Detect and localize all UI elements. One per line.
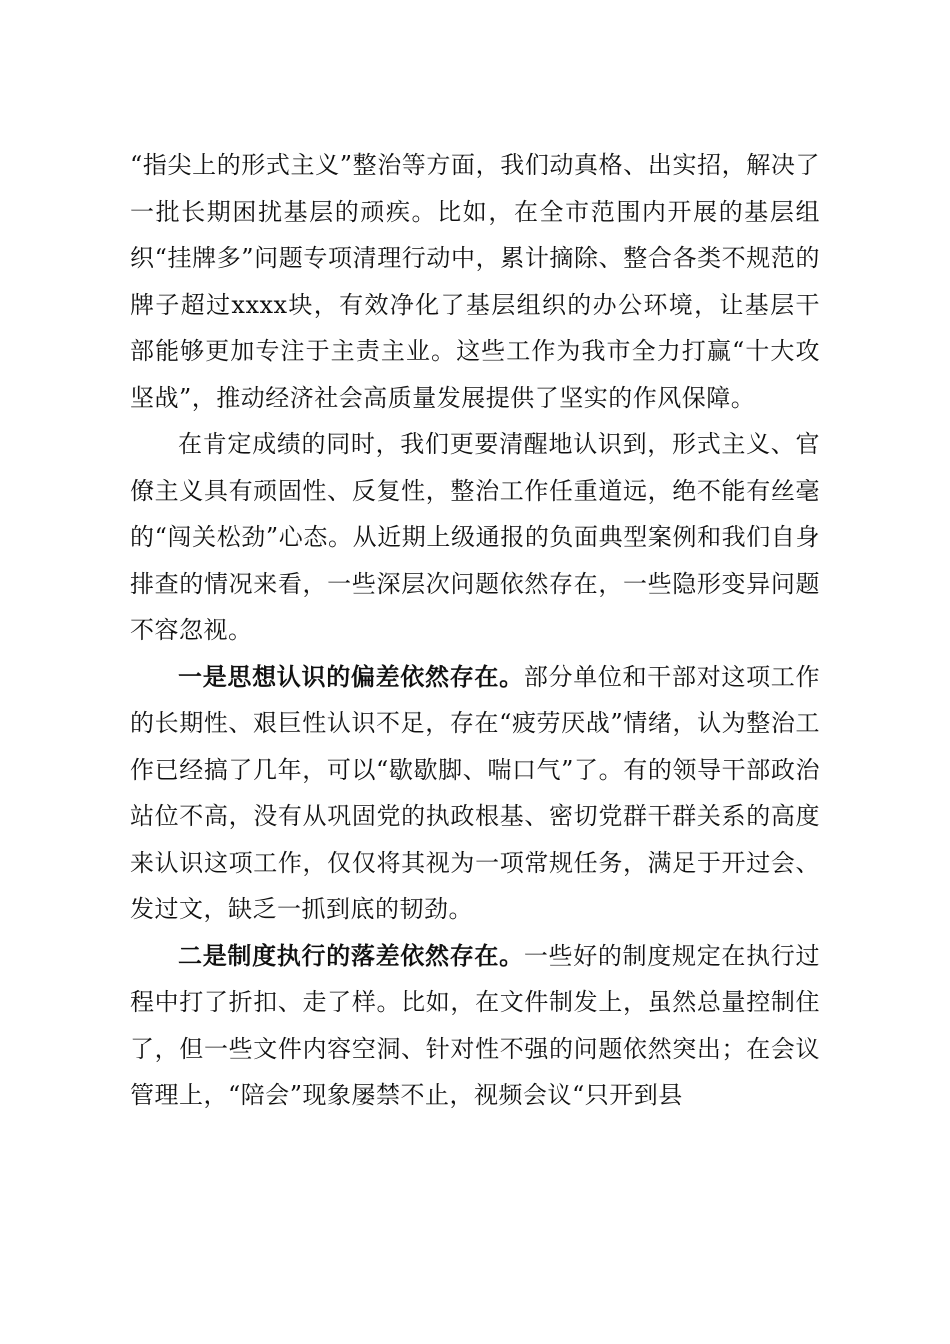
paragraph-1-text: “指尖上的形式主义”整治等方面，我们动真格、出实招，解决了一批长期困扰基层的顽疾。比如，在全市范围内开展的基层组织“挂牌多”问题专项清理行动中，累计摘除、整合各类不规范的牌子超过xxxx块，有效净化了基层组织的办公环境，让基层干部能够更加专注于主责主业。这些工作为我市全力打赢“十大攻坚战”，推动经济社会高质量发展提供了坚实的作风保障。: [130, 151, 820, 412]
document-body: [130, 142, 820, 1119]
paragraph-3: [130, 654, 820, 933]
paragraph-2-text: 在肯定成绩的同时，我们更要清醒地认识到，形式主义、官僚主义具有顽固性、反复性，整治工作任重道远，绝不能有丝毫的“闯关松劲”心态。从近期上级通报的负面典型案例和我们自身排查的情况来看，一些深层次问题依然存在，一些隐形变异问题不容忽视。: [130, 430, 820, 644]
paragraph-4: [130, 933, 820, 1119]
paragraph-3-lead: 一是思想认识的偏差依然存在。: [178, 661, 524, 691]
paragraph-4-lead: 二是制度执行的落差依然存在。: [178, 940, 524, 970]
paragraph-3-text: 部分单位和干部对这项工作的长期性、艰巨性认识不足，存在“疲劳厌战”情绪，认为整治工作已经搞了几年，可以“歇歇脚、喘口气”了。有的领导干部政治站位不高，没有从巩固党的执政根基、密切党群干群关系的高度来认识这项工作，仅仅将其视为一项常规任务，满足于开过会、发过文，缺乏一抓到底的韧劲。: [130, 662, 821, 923]
paragraph-4-text: 一些好的制度规定在执行过程中打了折扣、走了样。比如，在文件制发上，虽然总量控制住了，但一些文件内容空洞、针对性不强的问题依然突出；在会议管理上，“陪会”现象屡禁不止，视频会议“只开到县: [130, 941, 821, 1109]
paragraph-2: [130, 421, 820, 654]
paragraph-1: [130, 142, 820, 421]
